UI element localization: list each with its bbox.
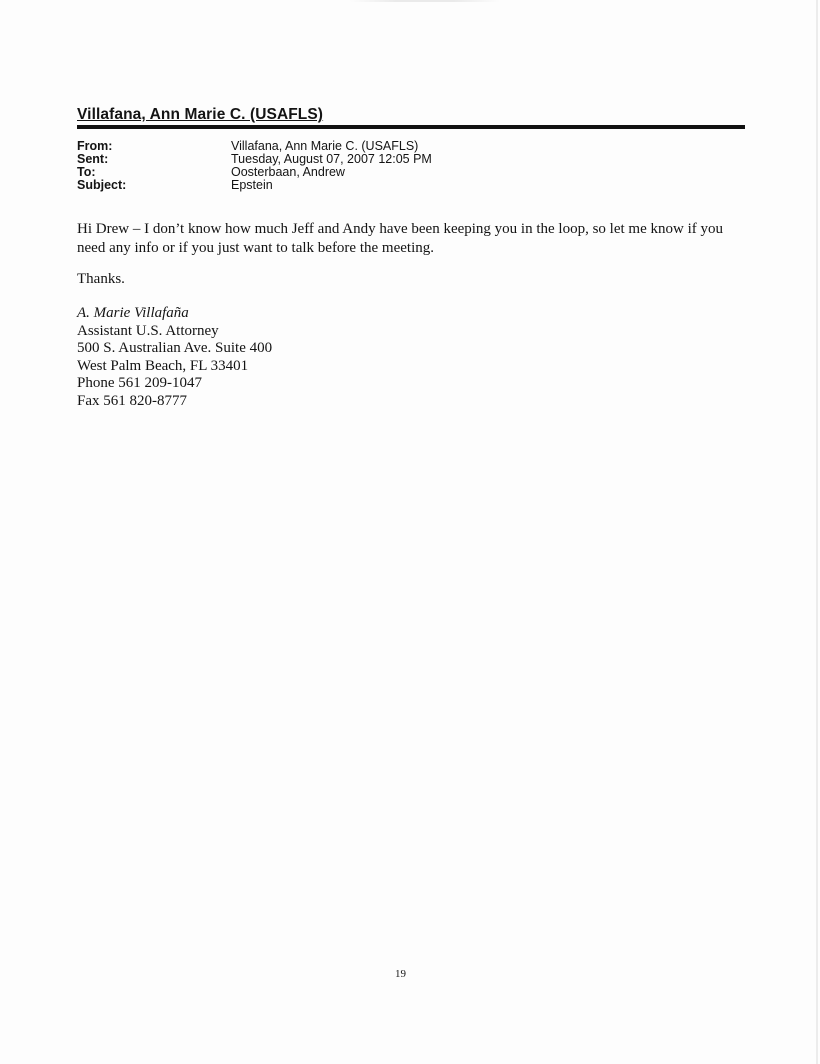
- header-label-subject: Subject:: [77, 178, 127, 192]
- header-value-sent: Tuesday, August 07, 2007 12:05 PM: [231, 152, 432, 166]
- page-number: 19: [395, 968, 406, 980]
- header-label-from: From:: [77, 139, 113, 153]
- email-signature: [77, 305, 272, 410]
- header-value-subject: Epstein: [231, 178, 273, 192]
- signature-address-line2: West Palm Beach, FL 33401: [77, 357, 249, 374]
- header-row-subject: [77, 179, 432, 192]
- signature-phone: Phone 561 209-1047: [77, 375, 202, 391]
- signature-name: A. Marie Villafaña: [77, 305, 189, 321]
- email-header-block: [77, 140, 432, 192]
- header-value-from: Villafana, Ann Marie C. (USAFLS): [231, 139, 419, 153]
- sender-heading: Villafana, Ann Marie C. (USAFLS): [77, 106, 324, 123]
- header-value-to: Oosterbaan, Andrew: [231, 165, 345, 179]
- body-paragraph: Hi Drew – I don’t know how much Jeff and Andy have been keeping you in the loop, so let me know if you need any info or if you just want to talk before the meeting.: [77, 221, 723, 256]
- heading-rule: [77, 125, 745, 129]
- signature-fax: Fax 561 820-8777: [77, 392, 187, 409]
- scan-artifact: [350, 0, 500, 2]
- header-label-to: To:: [77, 165, 96, 179]
- signature-address-line1: 500 S. Australian Ave. Suite 400: [77, 340, 273, 356]
- signature-title: Assistant U.S. Attorney: [77, 322, 219, 339]
- scan-edge: [816, 0, 818, 1064]
- email-body: [77, 220, 737, 257]
- header-label-sent: Sent:: [77, 152, 109, 166]
- email-closing: Thanks.: [77, 271, 125, 287]
